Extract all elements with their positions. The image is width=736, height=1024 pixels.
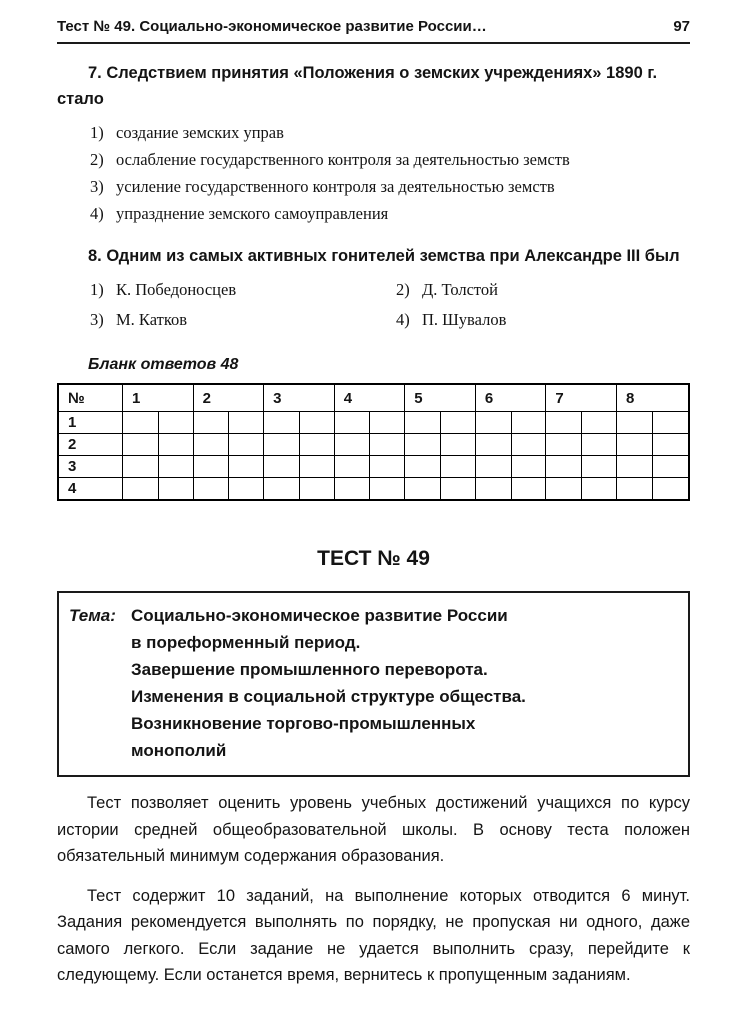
theme-line: Социально-экономическое развитие России bbox=[131, 606, 508, 625]
answer-cell bbox=[475, 434, 546, 456]
theme-line: монополий bbox=[131, 741, 227, 760]
answer-cell bbox=[475, 456, 546, 478]
column-header: № bbox=[58, 384, 123, 412]
table-row bbox=[58, 412, 689, 434]
answer-cell bbox=[123, 434, 194, 456]
answer-cell bbox=[405, 412, 476, 434]
answer-cell bbox=[405, 434, 476, 456]
answer-cell bbox=[264, 478, 335, 501]
answer-cell bbox=[405, 478, 476, 501]
answer-cell bbox=[475, 412, 546, 434]
theme-label: Тема: bbox=[69, 606, 116, 625]
answer-cell bbox=[475, 478, 546, 501]
answer-cell bbox=[264, 412, 335, 434]
row-label: 1 bbox=[58, 412, 123, 434]
column-header: 3 bbox=[264, 384, 335, 412]
question-7-stem: 7. Следствием принятия «Положения о земских учреждениях» 1890 г. стало bbox=[57, 64, 658, 108]
answer-cell bbox=[193, 434, 264, 456]
answer-cell bbox=[123, 456, 194, 478]
column-header: 5 bbox=[405, 384, 476, 412]
answer-cell bbox=[616, 478, 689, 501]
question-7-options bbox=[57, 119, 690, 227]
running-head-title: Тест № 49. Социально-экономическое развитие России… bbox=[57, 18, 487, 35]
question-8 bbox=[57, 243, 690, 334]
answer-cell bbox=[193, 456, 264, 478]
answer-cell bbox=[546, 434, 617, 456]
answer-cell bbox=[616, 412, 689, 434]
question-8-options bbox=[57, 276, 690, 334]
option: 2) ослабление государственного контроля за деятельностью земств bbox=[90, 150, 570, 169]
theme-line: Завершение промышленного переворота. bbox=[131, 660, 488, 679]
theme-line: Изменения в социальной структуре общества. bbox=[131, 687, 526, 706]
theme-content bbox=[69, 602, 676, 764]
answer-sheet-table bbox=[57, 383, 690, 501]
answer-cell bbox=[193, 478, 264, 501]
row-label: 2 bbox=[58, 434, 123, 456]
answer-sheet-title: Бланк ответов 48 bbox=[88, 356, 239, 373]
option: 4) П. Шувалов bbox=[396, 310, 507, 329]
answer-cell bbox=[334, 456, 405, 478]
theme-line: Возникновение торгово-промышленных bbox=[131, 714, 476, 733]
answer-cell bbox=[546, 456, 617, 478]
answer-sheet-header-row bbox=[58, 384, 689, 412]
option: 2) Д. Толстой bbox=[396, 280, 499, 299]
theme-line: в пореформенный период. bbox=[131, 633, 361, 652]
table-row bbox=[58, 478, 689, 501]
answer-cell bbox=[616, 434, 689, 456]
answer-cell bbox=[264, 434, 335, 456]
row-label: 3 bbox=[58, 456, 123, 478]
column-header: 6 bbox=[475, 384, 546, 412]
answer-cell bbox=[405, 456, 476, 478]
table-row bbox=[58, 456, 689, 478]
answer-cell bbox=[616, 456, 689, 478]
option: 1) создание земских управ bbox=[90, 123, 284, 142]
answer-cell bbox=[334, 434, 405, 456]
answer-cell bbox=[193, 412, 264, 434]
answer-cell bbox=[334, 478, 405, 501]
page-number: 97 bbox=[673, 18, 690, 35]
answer-cell bbox=[123, 478, 194, 501]
column-header: 4 bbox=[334, 384, 405, 412]
question-7-number: 7. bbox=[88, 64, 102, 82]
option: 3) усиление государственного контроля за деятельностью земств bbox=[90, 177, 555, 196]
answer-cell bbox=[123, 412, 194, 434]
answer-cell bbox=[546, 478, 617, 501]
answer-cell bbox=[264, 456, 335, 478]
column-header: 1 bbox=[123, 384, 194, 412]
question-8-number: 8. bbox=[88, 247, 102, 265]
option: 4) упразднение земского самоуправления bbox=[90, 204, 389, 223]
test-heading: ТЕСТ № 49 bbox=[317, 547, 430, 570]
question-8-stem: 8. Одним из самых активных гонителей земства при Александре III был bbox=[88, 247, 680, 265]
answer-cell bbox=[546, 412, 617, 434]
instructions-paragraph: Тест содержит 10 заданий, на выполнение которых отводится 6 минут. Задания рекомендуется выполнять по порядку, не пропуская ни одного, даже самого легкого. Если задание не удается выполнить сразу, перейдите к следующему. Если останется время, вернитесь к пропущенным заданиям. bbox=[57, 886, 690, 984]
intro-paragraph: Тест позволяет оценить уровень учебных достижений учащихся по курсу истории средней общеобразовательной школы. В основу теста положен обязательный минимум содержания образования. bbox=[57, 794, 690, 865]
theme-box bbox=[57, 591, 690, 777]
answer-cell bbox=[334, 412, 405, 434]
column-header: 8 bbox=[616, 384, 689, 412]
running-head bbox=[57, 18, 690, 44]
column-header: 7 bbox=[546, 384, 617, 412]
option: 1) К. Победоносцев bbox=[90, 280, 237, 299]
option: 3) М. Катков bbox=[90, 310, 188, 329]
table-row bbox=[58, 434, 689, 456]
question-7 bbox=[57, 60, 690, 227]
column-header: 2 bbox=[193, 384, 264, 412]
row-label: 4 bbox=[58, 478, 123, 501]
